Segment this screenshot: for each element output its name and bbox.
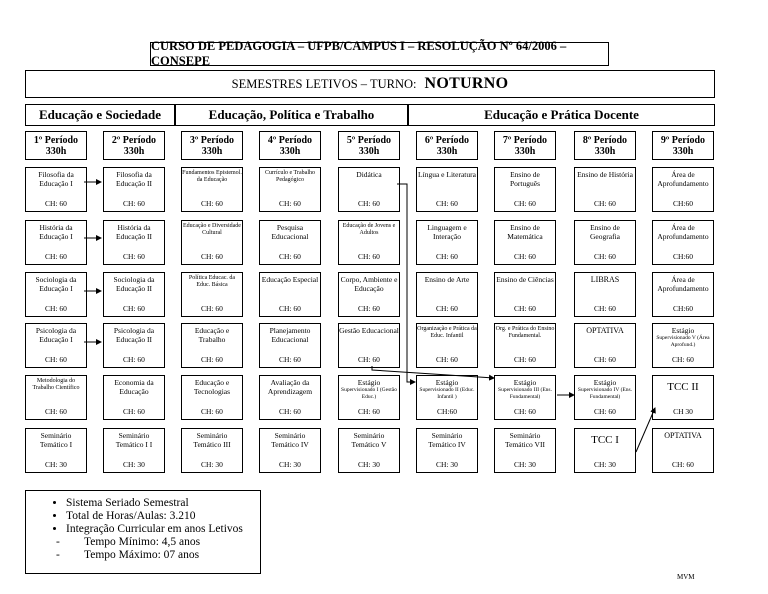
course-cell [652, 272, 714, 317]
course-hours: CH: 60 [514, 355, 536, 364]
course-hours: CH: 60 [201, 304, 223, 313]
course-cell [338, 272, 400, 317]
course-name: História da Educação I [39, 223, 73, 241]
course-name: Seminário Temático IV [428, 431, 466, 449]
course-hours: CH: 60 [436, 252, 458, 261]
course-cell [652, 375, 714, 420]
course-hours: CH: 60 [45, 304, 67, 313]
course-name: TCC II [667, 381, 699, 393]
course-name: Fundamentos Epistemol. da Educação [182, 170, 242, 183]
course-name: Ensino de Arte [424, 275, 470, 284]
course-name: Estágio [435, 378, 459, 387]
course-hours: CH: 60 [45, 407, 67, 416]
period-hours: 330h [123, 145, 145, 157]
period-header-5 [338, 131, 400, 160]
course-cell [103, 375, 165, 420]
course-hours: CH: 60 [358, 407, 380, 416]
course-hours: CH: 60 [123, 252, 145, 261]
course-cell [25, 323, 87, 368]
course-hours: CH: 60 [45, 355, 67, 364]
course-name: História da Educação II [115, 223, 153, 241]
course-cell [25, 167, 87, 212]
course-cell [416, 323, 478, 368]
course-subtitle: Supervisionado IV (Ens. Fundamental) [577, 387, 633, 400]
period-hours: 330h [201, 145, 223, 157]
course-name: Economia da Educação [114, 378, 154, 396]
course-cell [416, 272, 478, 317]
course-name: Metodologia do Trabalho Científico [32, 378, 80, 391]
course-cell [259, 272, 321, 317]
course-name: OPTATIVA [586, 326, 624, 335]
course-cell [494, 323, 556, 368]
course-cell [259, 167, 321, 212]
course-name: OPTATIVA [664, 431, 702, 440]
course-hours: CH: 30 [436, 460, 458, 469]
course-cell [103, 428, 165, 473]
course-cell [259, 323, 321, 368]
course-cell [494, 220, 556, 265]
course-name: Estágio [671, 326, 695, 335]
course-cell [416, 167, 478, 212]
course-name: LIBRAS [590, 275, 620, 284]
course-hours: CH:60 [672, 252, 693, 261]
course-hours: CH: 60 [201, 355, 223, 364]
course-info-box [25, 490, 261, 574]
period-hours: 330h [594, 145, 616, 157]
course-hours: CH: 60 [514, 199, 536, 208]
course-hours: CH: 60 [123, 304, 145, 313]
course-hours: CH: 60 [123, 407, 145, 416]
course-name: Ensino de Matemática [507, 223, 543, 241]
period-title: 1º Período [33, 134, 79, 146]
course-cell [181, 220, 243, 265]
course-cell [103, 167, 165, 212]
footer-initials: MVM [677, 573, 695, 581]
area-education-politics-work: Educação, Política e Trabalho [175, 104, 408, 126]
course-name: Seminário Temático IV [271, 431, 309, 449]
period-header-9 [652, 131, 714, 160]
course-cell [416, 428, 478, 473]
course-cell [416, 220, 478, 265]
course-hours: CH: 60 [358, 252, 380, 261]
course-hours: CH: 30 [594, 460, 616, 469]
area-education-teaching-practice: Educação e Prática Docente [408, 104, 715, 126]
course-name: Educação e Trabalho [194, 326, 230, 344]
period-title: 9º Período [660, 134, 706, 146]
course-name: Seminário Temático VII [505, 431, 545, 449]
course-cell [494, 375, 556, 420]
course-cell [574, 220, 636, 265]
course-cell [338, 167, 400, 212]
course-name: Ensino de Português [510, 170, 540, 188]
course-cell [574, 323, 636, 368]
page-title: CURSO DE PEDAGOGIA – UFPB/CAMPUS I – RESOLUÇÃO Nº 64/2006 – CONSEPE [150, 42, 609, 66]
course-hours: CH: 30 [201, 460, 223, 469]
course-hours: CH: 60 [436, 304, 458, 313]
course-hours: CH: 60 [201, 199, 223, 208]
course-name: Área de Aprofundamento [657, 275, 709, 293]
course-subtitle: Supervisionado V (Área Aprofund.) [656, 335, 710, 348]
period-header-6 [416, 131, 478, 160]
course-hours: CH: 60 [123, 199, 145, 208]
course-name: Estágio [357, 378, 381, 387]
course-name: Seminário Temático I [39, 431, 73, 449]
course-name: TCC I [591, 434, 619, 446]
course-cell [652, 428, 714, 473]
course-hours: CH 30 [673, 407, 693, 416]
course-cell [652, 323, 714, 368]
course-hours: CH: 60 [514, 304, 536, 313]
period-title: 6º Período [424, 134, 470, 146]
period-title: 4º Período [267, 134, 313, 146]
course-hours: CH: 30 [123, 460, 145, 469]
course-name: Didática [356, 170, 382, 179]
course-cell [574, 272, 636, 317]
course-hours: CH: 60 [201, 252, 223, 261]
course-hours: CH: 60 [672, 460, 694, 469]
course-hours: CH: 60 [436, 355, 458, 364]
course-name: Ensino de História [577, 170, 633, 179]
course-name: Gestão Educacional [339, 326, 399, 335]
course-name: Ensino de Geografia [590, 223, 620, 241]
shift-label: NOTURNO [424, 75, 509, 92]
course-cell [103, 272, 165, 317]
course-name: Pesquisa Educacional [271, 223, 309, 241]
course-name: Filosofia da Educação II [115, 170, 153, 188]
period-title: 3º Período [189, 134, 235, 146]
course-hours: CH: 60 [45, 199, 67, 208]
period-hours: 330h [279, 145, 301, 157]
course-name: Educação Especial [261, 275, 319, 284]
course-cell [259, 375, 321, 420]
course-hours: CH: 30 [45, 460, 67, 469]
course-name: Educação de Jovens e Adultos [342, 223, 396, 236]
course-hours: CH: 30 [514, 460, 536, 469]
course-cell [416, 375, 478, 420]
course-name: Ensino de Ciências [496, 275, 554, 284]
course-hours: CH: 60 [594, 199, 616, 208]
course-cell [25, 220, 87, 265]
course-cell [494, 428, 556, 473]
course-hours: CH: 60 [279, 407, 301, 416]
period-hours: 330h [45, 145, 67, 157]
period-header-3 [181, 131, 243, 160]
course-hours: CH: 60 [672, 355, 694, 364]
period-header-7 [494, 131, 556, 160]
course-hours: CH: 60 [358, 199, 380, 208]
course-cell [25, 375, 87, 420]
course-name: Área de Aprofundamento [657, 223, 709, 241]
course-hours: CH: 60 [123, 355, 145, 364]
course-hours: CH:60 [672, 199, 693, 208]
period-hours: 330h [436, 145, 458, 157]
course-subtitle: Supervisionado I (Gestão Educ.) [341, 387, 397, 400]
course-cell [652, 220, 714, 265]
course-cell [25, 272, 87, 317]
course-hours: CH:60 [672, 304, 693, 313]
course-name: Seminário Temático I I [115, 431, 153, 449]
course-name: Currículo e Trabalho Pedagógico [265, 170, 315, 183]
course-name: Língua e Literatura [418, 170, 476, 179]
period-header-4 [259, 131, 321, 160]
course-hours: CH: 60 [279, 355, 301, 364]
course-cell [338, 375, 400, 420]
course-cell [181, 375, 243, 420]
info-bullet: • Integração Curricular em anos Letivos [66, 523, 260, 536]
course-cell [181, 272, 243, 317]
course-hours: CH: 60 [594, 407, 616, 416]
course-name: Sociologia da Educação II [113, 275, 155, 293]
info-bullet: • Total de Horas/Aulas: 3.210 [66, 510, 260, 523]
course-hours: CH: 60 [358, 355, 380, 364]
period-title: 7º Período [502, 134, 548, 146]
course-cell [181, 167, 243, 212]
course-name: Educação e Diversidade Cultural [183, 223, 241, 236]
course-hours: CH: 60 [594, 252, 616, 261]
info-sub-item: - Tempo Mínimo: 4,5 anos [84, 536, 260, 549]
period-header-8 [574, 131, 636, 160]
course-hours: CH: 60 [201, 407, 223, 416]
course-cell [259, 220, 321, 265]
course-cell [103, 220, 165, 265]
period-title: 8º Período [582, 134, 628, 146]
course-name: Linguagem e Interação [427, 223, 467, 241]
course-name: Corpo, Ambiente e Educação [340, 275, 398, 293]
course-cell [103, 323, 165, 368]
course-cell [338, 220, 400, 265]
course-hours: CH: 60 [594, 355, 616, 364]
course-cell [259, 428, 321, 473]
course-name: Avaliação da Aprendizagem [267, 378, 313, 396]
course-cell [494, 167, 556, 212]
semesters-banner [25, 70, 715, 98]
course-hours: CH: 30 [358, 460, 380, 469]
course-cell [181, 428, 243, 473]
course-name: Sociologia da Educação I [35, 275, 77, 293]
course-name: Estágio [593, 378, 617, 387]
course-name: Área de Aprofundamento [657, 170, 709, 188]
course-hours: CH: 60 [436, 199, 458, 208]
period-hours: 330h [514, 145, 536, 157]
course-cell [181, 323, 243, 368]
course-cell [25, 428, 87, 473]
period-title: 5º Período [346, 134, 392, 146]
course-cell [652, 167, 714, 212]
course-hours: CH: 60 [594, 304, 616, 313]
period-title: 2º Período [111, 134, 157, 146]
course-hours: CH: 60 [279, 199, 301, 208]
course-name: Educação e Tecnologias [193, 378, 231, 396]
course-hours: CH: 60 [514, 252, 536, 261]
period-header-2 [103, 131, 165, 160]
course-cell [574, 375, 636, 420]
course-hours: CH: 60 [514, 407, 536, 416]
course-name: Seminário Temático V [351, 431, 387, 449]
course-cell [338, 428, 400, 473]
course-name: Psicologia da Educação I [35, 326, 77, 344]
course-name: Psicologia da Educação II [113, 326, 155, 344]
course-hours: CH: 60 [45, 252, 67, 261]
course-name: Seminário Temático III [193, 431, 231, 449]
course-hours: CH: 60 [358, 304, 380, 313]
period-hours: 330h [358, 145, 380, 157]
course-subtitle: Supervisionado III (Ens. Fundamental) [498, 387, 552, 400]
course-cell [494, 272, 556, 317]
course-name: Política Educac. da Educ. Básica [188, 275, 236, 288]
course-hours: CH: 60 [279, 304, 301, 313]
course-hours: CH:60 [436, 407, 457, 416]
course-name: Planejamento Educacional [269, 326, 311, 344]
course-name: Filosofia da Educação I [38, 170, 74, 188]
course-name: Organização e Prática da Educ. Infantil [417, 326, 477, 339]
course-hours: CH: 60 [279, 252, 301, 261]
period-header-1 [25, 131, 87, 160]
course-hours: CH: 30 [279, 460, 301, 469]
area-education-society: Educação e Sociedade [25, 104, 175, 126]
period-hours: 330h [672, 145, 694, 157]
course-cell [574, 167, 636, 212]
semesters-label: SEMESTRES LETIVOS – TURNO: [231, 76, 417, 91]
info-sub-item: - Tempo Máximo: 07 anos [84, 549, 260, 562]
course-cell [574, 428, 636, 473]
course-name: Estágio [513, 378, 537, 387]
course-subtitle: Supervisionado II (Educ. Infantil ) [419, 387, 475, 400]
info-bullet: • Sistema Seriado Semestral [66, 497, 260, 510]
course-cell [338, 323, 400, 368]
course-name: Org. e Prática do Ensino Fundamental. [495, 326, 555, 339]
